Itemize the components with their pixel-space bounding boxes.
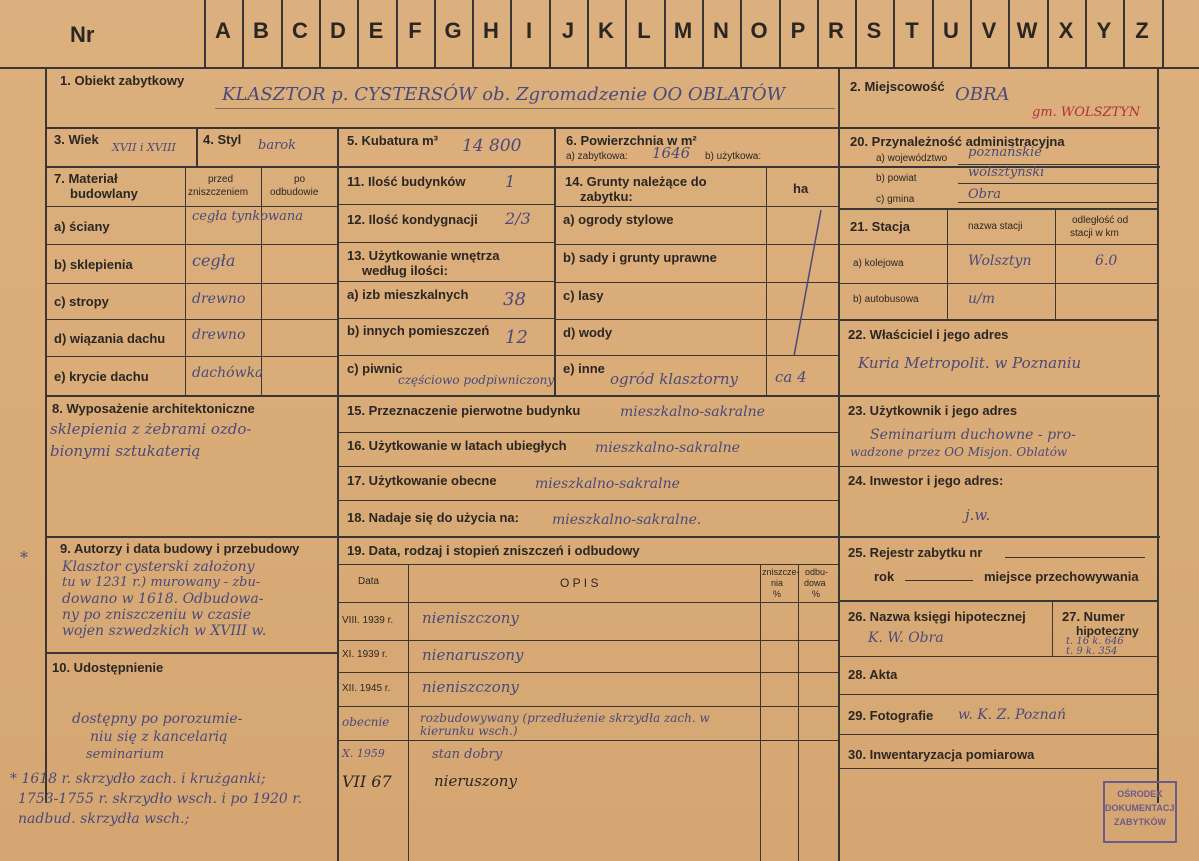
s19-row4-opis: rozbudowywany (przedłużenie skrzydła zach. w kierunku wsch.) (420, 711, 710, 738)
s25-label: 25. Rejestr zabytku nr (848, 545, 983, 560)
s19-row4-date: obecnie (342, 715, 390, 729)
s25-rok: rok (874, 569, 895, 584)
stamp-line-2: DOKUMENTACJI (1105, 803, 1177, 813)
letter-cell-c: C (292, 18, 308, 43)
s13-row-izb: a) izb mieszkalnych (347, 287, 469, 302)
letter-cell-k: K (598, 18, 614, 43)
s21-col-name: nazwa stacji (968, 221, 1023, 232)
s14-ha: ha (793, 181, 809, 196)
s21-aut-label: b) autobusowa (853, 294, 919, 305)
s2-gm: gm. WOLSZTYN (1032, 105, 1141, 120)
s25-miejsce: miejsce przechowywania (984, 569, 1139, 584)
s30-label: 30. Inwentaryzacja pomiarowa (848, 747, 1035, 762)
s5-label: 5. Kubatura m³ (347, 133, 439, 148)
s20-woj-value: poznańskie (968, 145, 1042, 160)
s17-label: 17. Użytkowanie obecne (347, 473, 497, 488)
s7-col1a: przed (208, 174, 234, 185)
letter-cell-i: I (525, 18, 533, 43)
s7-row-scianty: a) ściany (54, 219, 110, 234)
s9-line-2: tu w 1231 r.) murowany - zbu- (62, 575, 261, 590)
s19-col-date: Data (358, 576, 380, 587)
s18-value: mieszkalno-sakralne. (552, 512, 702, 528)
s5-value: 14 800 (462, 136, 522, 156)
s7-row-krycie: e) krycie dachu (54, 369, 149, 384)
s20-woj-label: a) województwo (876, 153, 948, 164)
s28-label: 28. Akta (848, 667, 898, 682)
letter-cell-d: D (330, 18, 346, 43)
s20-label: 20. Przynależność administracyjna (850, 134, 1065, 149)
s19-col-zn3: % (773, 589, 782, 599)
s19-extra-date: VII 67 (342, 772, 392, 791)
s26-label: 26. Nazwa księgi hipotecznej (848, 609, 1026, 624)
s14-row-inne-value: ogród klasztorny (610, 370, 738, 388)
letter-cell-a: A (215, 18, 231, 43)
s19-col-opis: O P I S (560, 576, 599, 590)
s8-label: 8. Wyposażenie architektoniczne (52, 401, 255, 416)
letter-cell-h: H (483, 18, 499, 43)
s7-row-sklepienia-value: cegła (192, 251, 236, 270)
s9-line-3: dowano w 1618. Odbudowa- (62, 591, 264, 607)
letter-cell-y: Y (1096, 18, 1112, 43)
letter-cell-b: B (253, 18, 269, 43)
s19-col-zn1: zniszcze- (762, 567, 800, 577)
s20-pow-value: wolsztyński (968, 165, 1045, 180)
letter-cell-f: F (408, 18, 422, 43)
s19-row5-opis: stan dobry (432, 747, 503, 762)
s7-row-stropy-value: drewno (192, 291, 246, 307)
s9-line-4: ny po zniszczeniu w czasie (62, 607, 252, 623)
s17-value: mieszkalno-sakralne (535, 476, 680, 492)
s20-gm-value: Obra (968, 187, 1001, 202)
s13-row-izb-value: 38 (503, 289, 526, 310)
s6-zab-label: a) zabytkowa: (566, 151, 628, 162)
s27-line2: t. 9 k. 354 (1066, 646, 1118, 657)
s6-uz-label: b) użytkowa: (705, 151, 762, 162)
s19-col-od2: dowa (804, 578, 826, 588)
letter-divider (1162, 0, 1164, 67)
s6-label: 6. Powierzchnia w m² (566, 133, 697, 148)
s16-value: mieszkalno-sakralne (595, 440, 740, 456)
s19-row2-date: XI. 1939 r. (342, 649, 388, 660)
note-line-1: * 1618 r. skrzydło zach. i krużganki; (10, 771, 266, 787)
s11-value: 1 (505, 172, 516, 191)
nr-label: Nr (70, 22, 95, 47)
s13-label1: 13. Użytkowanie wnętrza (347, 248, 500, 263)
letter-cell-u: U (943, 18, 959, 43)
s15-value: mieszkalno-sakralne (620, 404, 765, 420)
s22-value: Kuria Metropolit. w Poznaniu (858, 354, 1082, 372)
s18-label: 18. Nadaje się do użycia na: (347, 510, 519, 525)
s27-label1: 27. Numer (1062, 609, 1125, 624)
s7-col2a: po (294, 174, 306, 185)
s13-row-innych-value: 12 (505, 327, 528, 348)
s21-kol-name: Wolsztyn (968, 253, 1032, 269)
s7-row-scianty-value: cegła tynkowana (192, 209, 304, 224)
s4-label: 4. Styl (203, 132, 242, 147)
s14-row-lasy: c) lasy (563, 288, 604, 303)
s14-label1: 14. Grunty należące do (565, 174, 707, 189)
s10-line-3: seminarium (86, 747, 165, 762)
letter-cell-m: M (673, 18, 693, 43)
s19-label: 19. Data, rodzaj i stopień zniszczeń i odbudowy (347, 543, 640, 558)
s6-zab-value: 1646 (652, 144, 691, 162)
s21-aut-name: u/m (968, 291, 996, 307)
letter-cell-n: N (713, 18, 729, 43)
s7-col2b: odbudowie (270, 187, 319, 198)
s19-row2-opis: nienaruszony (422, 646, 524, 664)
s20-gm-label: c) gmina (876, 194, 915, 205)
s7-label1: 7. Materiał (54, 171, 118, 186)
s21-label: 21. Stacja (850, 219, 910, 234)
s27-label2: hipoteczny (1076, 624, 1139, 638)
s19-row1-date: VIII. 1939 r. (342, 615, 394, 626)
s19-col-od3: % (812, 589, 821, 599)
stamp-line-3: ZABYTKÓW (1114, 817, 1166, 827)
s19-col-od1: odbu- (805, 567, 829, 577)
s13-label2: według ilości: (362, 263, 448, 278)
s9-star: * (20, 548, 28, 567)
stamp-line-1: OŚRODEK (1117, 789, 1163, 799)
s14-row-inne-ha: ca 4 (775, 368, 807, 386)
s19-col-zn2: nia (771, 578, 784, 588)
letter-cell-e: E (368, 18, 384, 43)
letter-cell-s: S (866, 18, 882, 43)
s3-label: 3. Wiek (54, 132, 99, 147)
s16-label: 16. Użytkowanie w latach ubiegłych (347, 438, 567, 453)
s10-line-1: dostępny po porozumie- (72, 711, 243, 727)
s19-extra-opis: nieruszony (434, 772, 517, 790)
letter-cell-v: V (981, 18, 997, 43)
s7-row-wiazania: d) wiązania dachu (54, 331, 166, 346)
s8-line2: bionymi sztukaterią (50, 442, 201, 460)
s9-line-1: Klasztor cysterski założony (62, 559, 255, 575)
note-line-2: 1753-1755 r. skrzydło wsch. i po 1920 r. (18, 791, 302, 807)
s7-label2: budowlany (70, 186, 138, 201)
s11-label: 11. Ilość budynków (347, 174, 466, 189)
s23-line2: wadzone przez OO Misjon. Oblatów (850, 445, 1068, 459)
s15-label: 15. Przeznaczenie pierwotne budynku (347, 403, 581, 418)
letter-cell-x: X (1058, 18, 1074, 43)
s13-row-innych: b) innych pomieszczeń (347, 323, 490, 338)
s27-line1: t. 16 k. 646 (1066, 636, 1124, 647)
s7-row-krycie-value: dachówka (192, 365, 264, 381)
s20-pow-label: b) powiat (876, 173, 917, 184)
s14-row-wody: d) wody (563, 325, 613, 340)
s19-row5-date: X. 1959 (342, 747, 385, 760)
letter-cell-z: Z (1135, 18, 1149, 43)
s4-value: barok (258, 138, 296, 153)
s10-label: 10. Udostępnienie (52, 660, 164, 675)
s10-line-2: niu się z kancelarią (90, 729, 228, 745)
s1-value: KLASZTOR p. CYSTERSÓW ob. Zgromadzenie OO OBLATÓW (222, 84, 786, 105)
letter-cell-o: O (750, 18, 768, 43)
s23-label: 23. Użytkownik i jego adres (848, 403, 1018, 418)
s7-col1b: zniszczeniem (188, 187, 249, 198)
letter-cell-p: P (790, 18, 806, 43)
s2-value: OBRA (955, 84, 1010, 105)
s19-row3-date: XII. 1945 r. (342, 683, 391, 694)
s12-value: 2/3 (505, 209, 531, 228)
s14-row-sady: b) sady i grunty uprawne (563, 250, 717, 265)
s8-line1: sklepienia z żebrami ozdo- (50, 420, 252, 438)
s21-kol-dist: 6.0 (1095, 253, 1118, 269)
s9-line-5: wojen szwedzkich w XVIII w. (62, 623, 267, 639)
letter-cell-g: G (444, 18, 462, 43)
s13-row-piwnic: c) piwnic (347, 361, 403, 376)
letter-cell-j: J (561, 18, 575, 43)
s14-row-inne: e) inne (563, 361, 605, 376)
s24-value: j.w. (965, 506, 991, 524)
archive-stamp (1103, 781, 1177, 843)
s13-row-piwnic-value: częściowo podpiwniczony (398, 373, 555, 387)
s22-label: 22. Właściciel i jego adres (848, 327, 1009, 342)
s12-label: 12. Ilość kondygnacji (347, 212, 478, 227)
s21-kol-label: a) kolejowa (853, 258, 904, 269)
s7-row-stropy: c) stropy (54, 294, 109, 309)
s21-col-dist1: odległość od (1072, 215, 1129, 226)
s29-label: 29. Fotografie (848, 708, 934, 723)
letter-cell-w: W (1016, 18, 1038, 43)
note-line-3: nadbud. skrzydła wsch.; (18, 811, 190, 827)
s21-col-dist2: stacji w km (1070, 228, 1119, 239)
s3-value: XVII i XVIII (112, 141, 176, 154)
letter-cell-l: L (637, 18, 651, 43)
letter-cell-t: T (905, 18, 919, 43)
s19-row1-opis: nieniszczony (422, 609, 519, 627)
s29-value: w. K. Z. Poznań (958, 707, 1067, 723)
s7-row-sklepienia: b) sklepienia (54, 257, 133, 272)
s9-label: 9. Autorzy i data budowy i przebudowy (60, 541, 300, 556)
s19-row3-opis: nieniszczony (422, 678, 519, 696)
s14-row-ogrody: a) ogrody stylowe (563, 212, 674, 227)
s7-row-wiazania-value: drewno (192, 327, 246, 343)
s14-label2: zabytku: (580, 189, 633, 204)
letter-cell-r: R (828, 18, 844, 43)
s24-label: 24. Inwestor i jego adres: (848, 473, 1004, 488)
s26-value: K. W. Obra (868, 630, 944, 646)
s23-line1: Seminarium duchowne - pro- (870, 427, 1076, 443)
s2-label: 2. Miejscowość (850, 79, 945, 94)
s1-label: 1. Obiekt zabytkowy (60, 73, 185, 88)
